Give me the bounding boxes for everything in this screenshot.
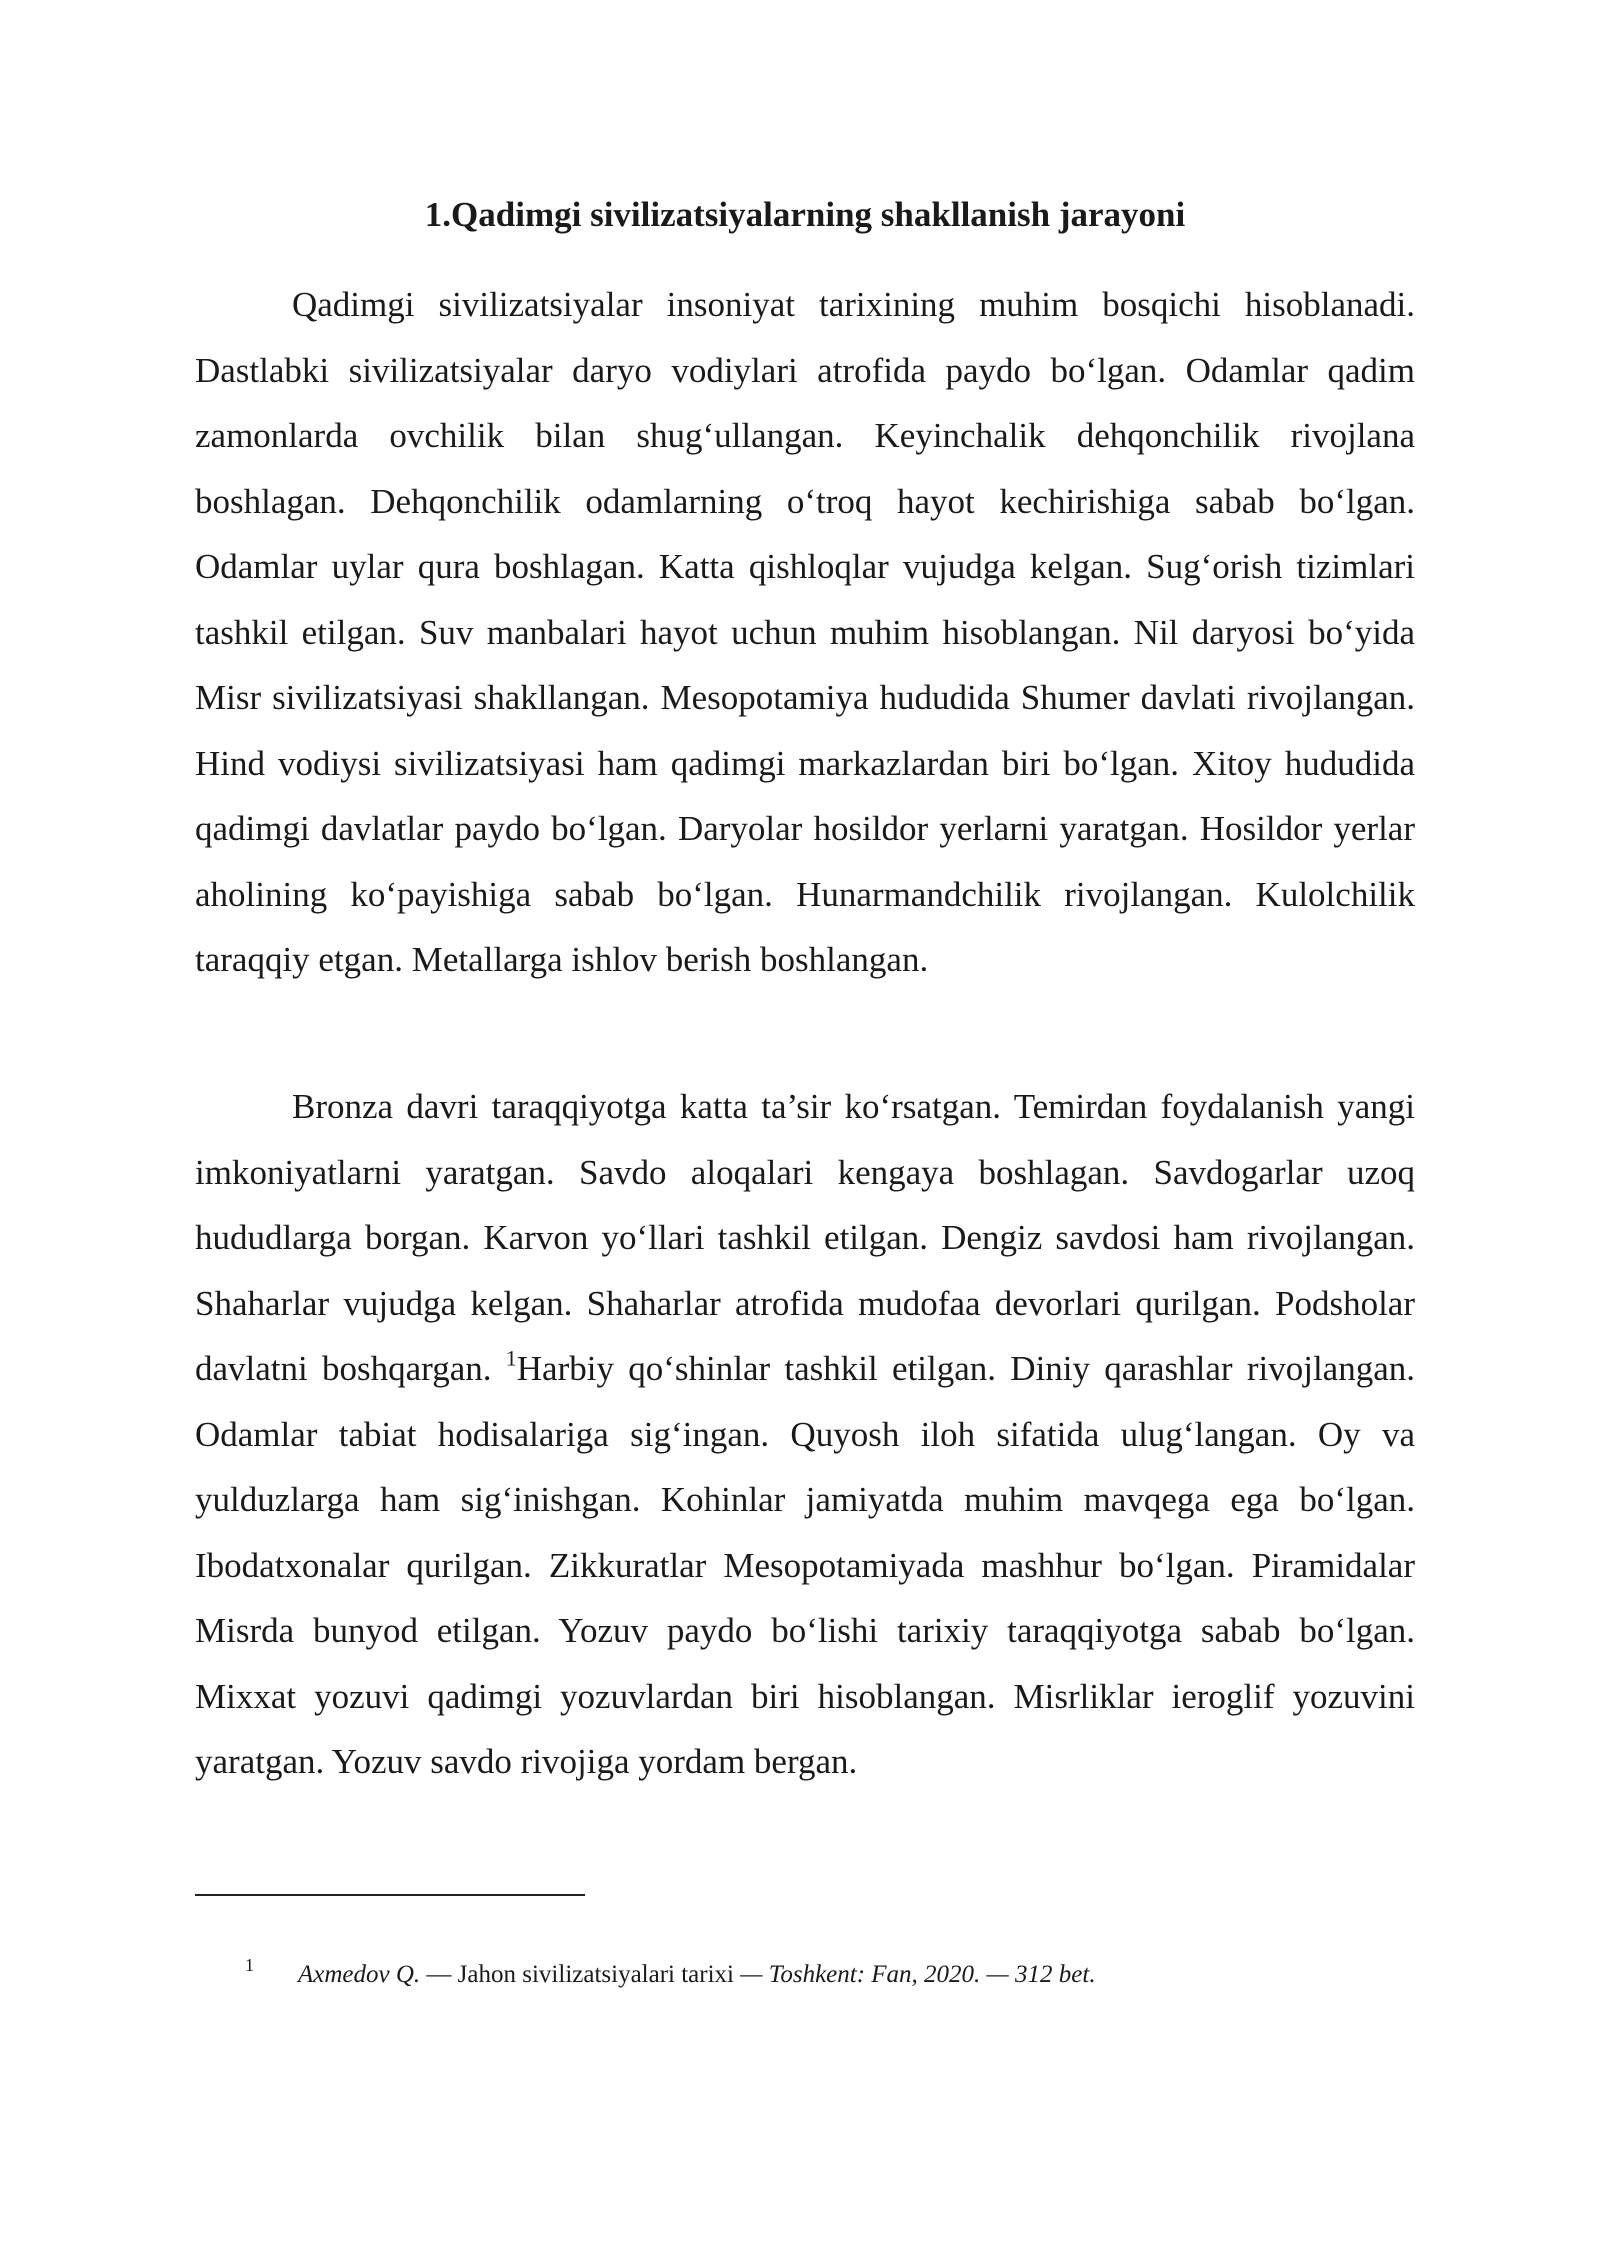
paragraph-2-text-after-footnote: Harbiy qo‘shinlar tashkil etilgan. Diniy qarashlar rivojlangan. Odamlar tabiat hodisalariga sig‘ingan. Quyosh iloh sifatida ulug‘langan. Oy va yulduzlarga ham sig‘inishgan. Kohinlar jamiyatda muhim mavqega ega bo‘lgan. Ibodatxonalar qurilgan. Zikkuratlar Mesopotamiyada mashhur bo‘lgan. Piramidalar Misrda bunyod etilgan. Yozuv paydo bo‘lishi tarixiy taraqqiyotga sabab bo‘lgan. Mixxat yozuvi qadimgi yozuvlardan biri hisoblangan. Misrliklar ieroglif yozuvini yaratgan. Yozuv savdo rivojiga yordam bergan. bbox=[195, 1349, 1415, 1781]
footnote-separator-line bbox=[195, 1894, 585, 1896]
footnote-work-title: Jahon sivilizatsiyalari tarixi bbox=[457, 1961, 734, 1988]
footnote-reference-mark[interactable]: 1 bbox=[505, 1345, 517, 1371]
body-paragraph-2 bbox=[195, 1074, 1415, 1795]
footnote-separator-2: — bbox=[734, 1961, 769, 1988]
paragraph-2-text-before-footnote: Bronza davri taraqqiyotga katta ta’sir ko‘rsatgan. Temirdan foydalanish yangi imkoniyatlarni yaratgan. Savdo aloqalari kengaya boshlagan. Savdogarlar uzoq hududlarga borgan. Karvon yo‘llari tashkil etilgan. Dengiz savdosi ham rivojlangan. Shaharlar vujudga kelgan. Shaharlar atrofida mudofaa devorlari qurilgan. Podsholar davlatni boshqargan. bbox=[195, 1087, 1415, 1388]
footnote-number: 1 bbox=[245, 1955, 254, 1975]
footnote-text bbox=[298, 1955, 1096, 1995]
body-paragraph-1: Qadimgi sivilizatsiyalar insoniyat tarixining muhim bosqichi hisoblanadi. Dastlabki sivilizatsiyalar daryo vodiylari atrofida paydo bo‘lgan. Odamlar qadim zamonlarda ovchilik bilan shug‘ullangan. Keyinchalik dehqonchilik rivojlana boshlagan. Dehqonchilik odamlarning o‘troq hayot kechirishiga sabab bo‘lgan. Odamlar uylar qura boshlagan. Katta qishloqlar vujudga kelgan. Sug‘orish tizimlari tashkil etilgan. Suv manbalari hayot uchun muhim hisoblangan. Nil daryosi bo‘yida Misr sivilizatsiyasi shakllangan. Mesopotamiya hududida Shumer davlati rivojlangan. Hind vodiysi sivilizatsiyasi ham qadimgi markazlardan biri bo‘lgan. Xitoy hududida qadimgi davlatlar paydo bo‘lgan. Daryolar hosildor yerlarni yaratgan. Hosildor yerlar aholining ko‘payishiga sabab bo‘lgan. Hunarmandchilik rivojlangan. Kulolchilik taraqqiy etgan. Metallarga ishlov berish boshlangan. bbox=[195, 285, 1415, 979]
footnote-separator-1: — bbox=[420, 1961, 458, 1988]
page-title: 1.Qadimgi sivilizatsiyalarning shakllanish jarayoni bbox=[424, 195, 1186, 234]
footnote-author: Axmedov Q. bbox=[298, 1961, 421, 1988]
footnote-publication: Toshkent: Fan, 2020. — 312 bet. bbox=[768, 1961, 1096, 1988]
